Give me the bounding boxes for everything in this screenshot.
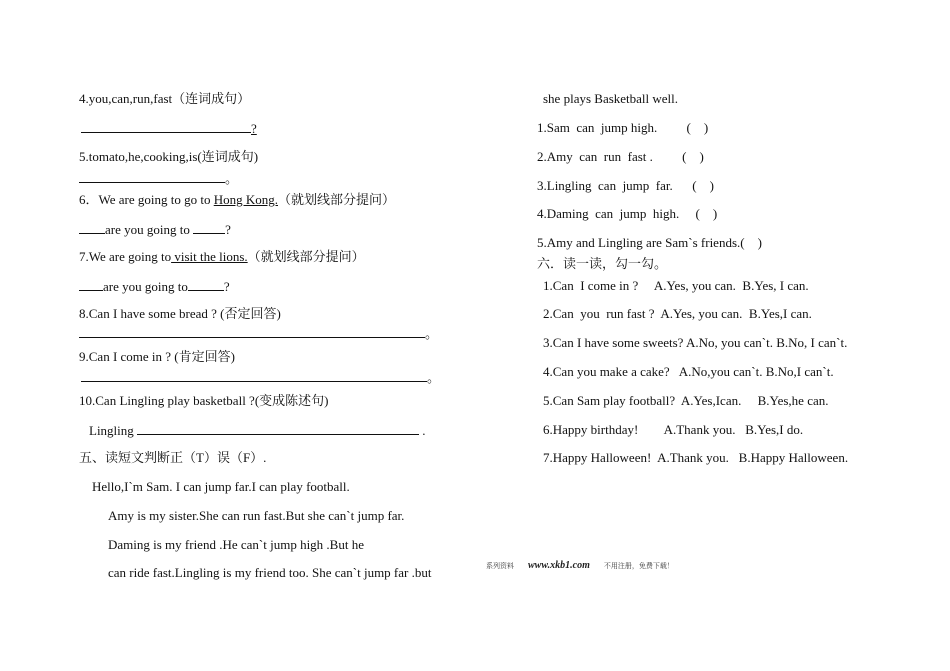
true-false-item: 2.Amy can run fast . ( ) [537, 149, 704, 164]
choice-item: 4.Can you make a cake? A.No,you can`t. B.No,I can`t. [543, 364, 834, 379]
question-5-answer-line [79, 170, 238, 187]
choice-item: 1.Can I come in ? A.Yes, you can. B.Yes, I can. [543, 278, 809, 293]
question-5: 5.tomato,he,cooking,is(连词成句) [79, 149, 259, 164]
question-6-underlined: Hong Kong. [213, 192, 278, 207]
answer-mid: are you going to [105, 222, 194, 237]
question-8: 8.Can I have some bread ? (否定回答) [79, 306, 281, 321]
question-9: 9.Can I come in ? (肯定回答) [79, 349, 235, 364]
footer-left-text: 系列资料 [486, 562, 514, 570]
passage-line: Amy is my sister.She can run fast.But she can`t jump far. [108, 508, 405, 523]
question-7-suffix: （就划线部分提问） [247, 249, 365, 264]
answer-end-mark: 。 [225, 171, 239, 186]
answer-end-mark: . [422, 423, 426, 438]
true-false-item: 1.Sam can jump high. ( ) [537, 120, 709, 135]
question-6-prefix: 6．We are going to go to [79, 192, 214, 207]
footer [486, 560, 674, 571]
answer-start: Lingling [89, 423, 134, 438]
question-6 [79, 192, 395, 208]
question-4: 4.you,can,run,fast（连词成句） [79, 91, 251, 106]
answer-end-mark: 。 [427, 370, 441, 385]
question-9-answer-line [81, 370, 440, 386]
passage-line: Daming is my friend .He can`t jump high .But he [108, 537, 364, 552]
true-false-item: 4.Daming can jump high. ( ) [537, 206, 718, 221]
section-5-title: 五、读短文判断正（T）误（F）. [79, 450, 267, 465]
question-6-answer-line [79, 221, 231, 238]
answer-end-mark: ? [223, 279, 230, 294]
question-6-suffix: （就划线部分提问） [278, 192, 396, 207]
choice-item: 7.Happy Halloween! A.Thank you. B.Happy Halloween. [543, 450, 849, 465]
answer-mid: are you going to [103, 279, 188, 294]
answer-end-mark: 。 [425, 326, 439, 341]
answer-end-mark: ? [225, 222, 231, 237]
choice-item: 5.Can Sam play football? A.Yes,Ican. B.Yes,he can. [543, 393, 829, 408]
section-6-title: 六．读一读，勾一勾。 [537, 256, 668, 271]
question-4-answer-line [81, 120, 257, 137]
question-10-answer-line [89, 422, 426, 439]
choice-item: 2.Can you run fast ? A.Yes, you can. B.Yes,I can. [543, 306, 812, 321]
answer-end-mark: ? [251, 121, 257, 136]
footer-site-link[interactable]: www.xkb1.com [528, 560, 590, 571]
question-7-prefix: 7.We are going to [79, 249, 172, 264]
choice-item: 6.Happy birthday! A.Thank you. B.Yes,I do. [543, 422, 804, 437]
footer-right-text: 不用注册，免费下载！ [603, 562, 674, 570]
choice-item: 3.Can I have some sweets? A.No, you can`t. B.No, I can`t. [543, 335, 848, 350]
question-7-answer-line [79, 278, 230, 295]
passage-line: Hello,I`m Sam. I can jump far.I can play football. [92, 479, 350, 494]
question-10: 10.Can Lingling play basketball ?(变成陈述句) [79, 393, 329, 408]
true-false-item: 5.Amy and Lingling are Sam`s friends.( ) [537, 235, 762, 250]
passage-line: she plays Basketball well. [543, 91, 679, 106]
true-false-item: 3.Lingling can jump far. ( ) [537, 178, 714, 193]
passage-line: can ride fast.Lingling is my friend too. She can`t jump far .but [108, 565, 432, 580]
question-8-answer-line [79, 326, 438, 342]
question-7 [79, 249, 365, 265]
question-7-underlined: visit the lions. [171, 249, 248, 264]
